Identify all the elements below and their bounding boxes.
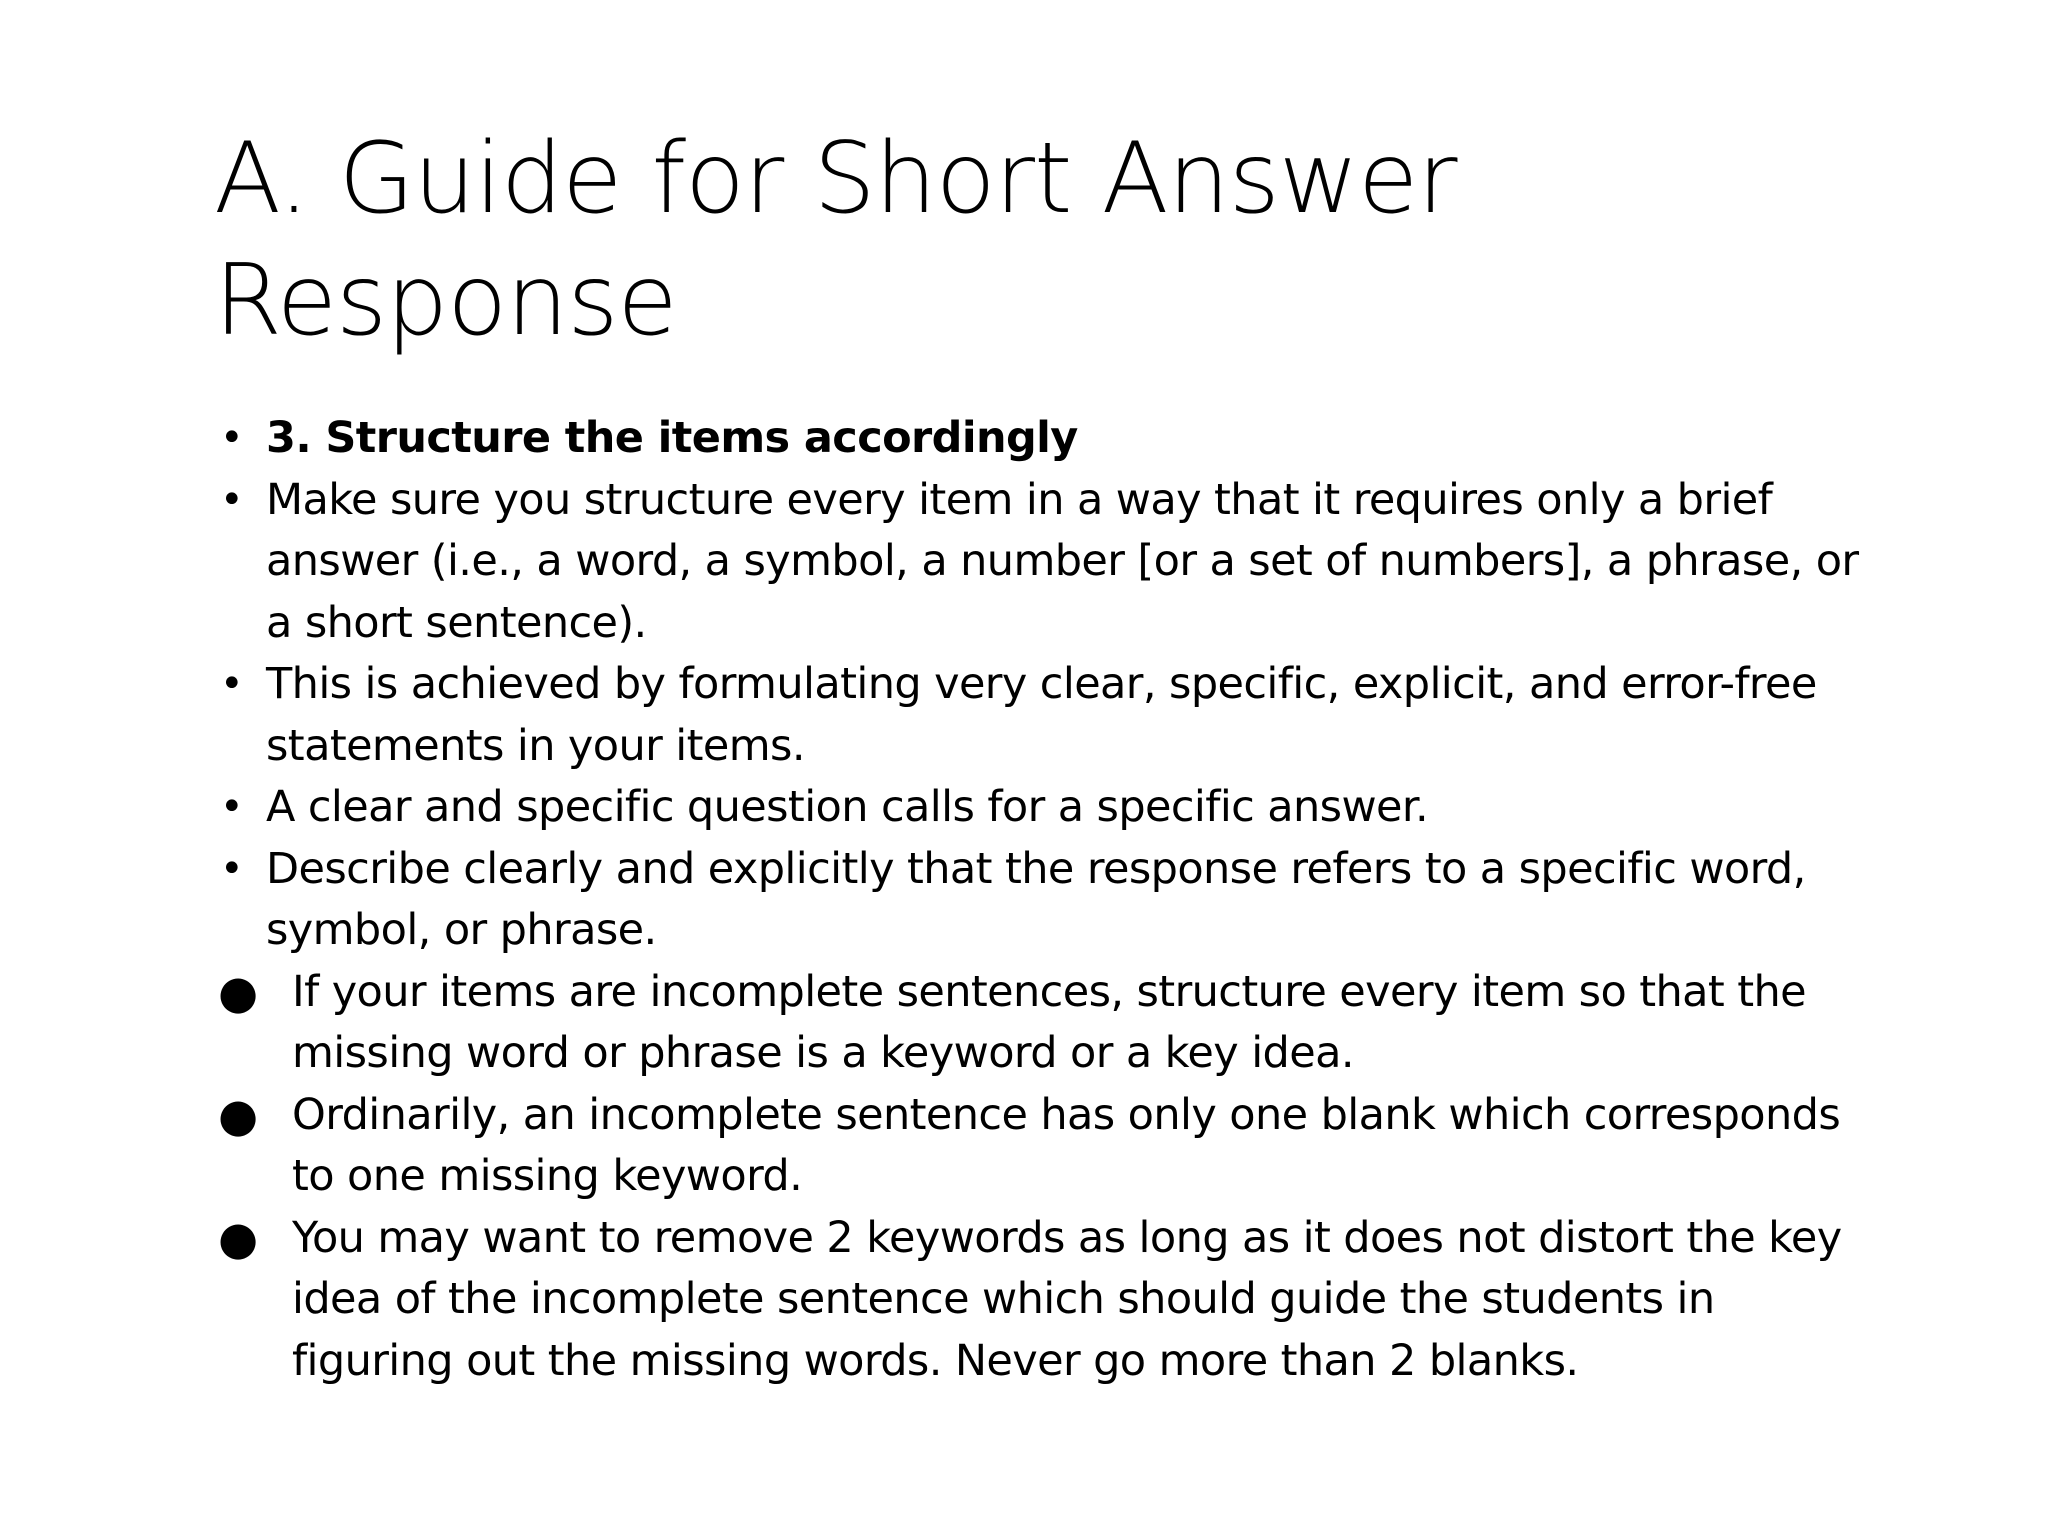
- bullet-text: Describe clearly and explicitly that the response refers to a specific word, symbol, or phrase.: [266, 843, 1806, 955]
- bullet-disc-icon: ●: [218, 1210, 258, 1265]
- bullet-disc-icon: ●: [218, 964, 258, 1019]
- bullet-item: [214, 1208, 1874, 1393]
- bullet-text: If your items are incomplete sentences, structure every item so that the missing word or phrase is a keyword or a key idea.: [292, 966, 1807, 1078]
- bullet-dot-icon: •: [220, 415, 243, 461]
- slide-title: A. Guide for Short Answer Response: [214, 122, 1457, 358]
- bullet-disc-icon: ●: [218, 1087, 258, 1142]
- bullet-item: [214, 777, 1874, 839]
- bullet-list: [214, 408, 1874, 1392]
- bullet-dot-icon: •: [220, 476, 243, 523]
- bullet-text: Make sure you structure every item in a way that it requires only a brief answer (i.e., a word, a symbol, a number [or a set of numbers], a phrase, or a short sentence).: [266, 474, 1859, 648]
- bullet-text: Ordinarily, an incomplete sentence has only one blank which corresponds to one missing keyword.: [292, 1089, 1841, 1201]
- bullet-dot-icon: •: [220, 784, 243, 830]
- bullet-text: A clear and specific question calls for a specific answer.: [266, 782, 1429, 832]
- bullet-item: [214, 1085, 1874, 1208]
- bullet-text: 3. Structure the items accordingly: [266, 413, 1078, 463]
- bullet-item: [214, 839, 1874, 962]
- bullet-item: [214, 654, 1874, 777]
- bullet-dot-icon: •: [220, 661, 243, 707]
- bullet-item: [214, 470, 1874, 655]
- bullet-dot-icon: •: [220, 845, 243, 892]
- bullet-item: [214, 962, 1874, 1085]
- bullet-text: You may want to remove 2 keywords as long as it does not distort the key idea of the incomplete sentence which should guide the students in figuring out the missing words. Never go more than 2 blanks.: [292, 1212, 1842, 1386]
- bullet-text: This is achieved by formulating very clear, specific, explicit, and error-free statements in your items.: [266, 659, 1817, 771]
- bullet-item: [214, 408, 1874, 470]
